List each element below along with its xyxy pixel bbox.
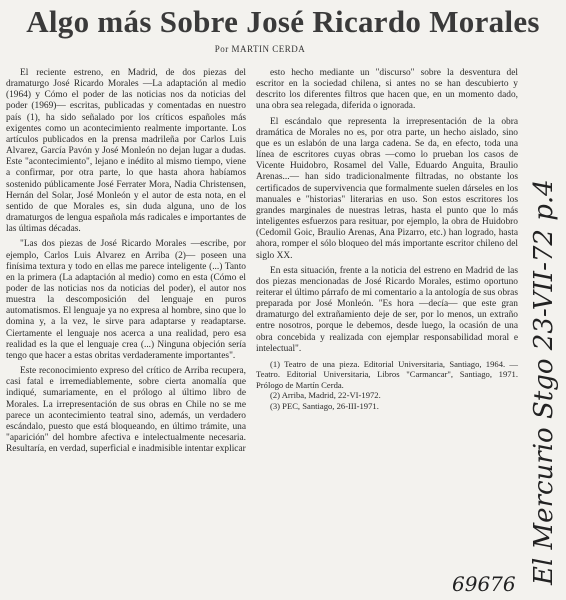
article-column-right [256,68,518,411]
footnotes [256,359,518,411]
article-paragraph: En esta situación, frente a la noticia del estreno en Madrid de las dos piezas mencionadas de José Ricardo Morales, estimo oportuno reiterar el último párrafo de mi comentario a la antología de sus obras preparada por José Monleón. "Es hora —decía— que este gran dramaturgo del extrañamiento deje de ser, por lo menos, un extraño entre nosotros, porque le debemos, desde luego, la ocasión de una obra concebida y realizada con ejemplar responsabilidad moral e intelectual". [256,265,518,354]
footnote: (2) Arriba, Madrid, 22-VI-1972. [270,390,381,401]
handwritten-catalog-number: 69676 [452,572,516,596]
handwritten-source-note: El Mercurio Stgo 23-VII-72 p.4 [529,179,559,585]
article-paragraph: Este reconocimiento expreso del crítico de Arriba recupera, casi fatal e irremediablemente, sobre cierta anomalía que indiqué, sumariamente, en el prólogo al último libro de Morales. La irrepresentación de sus obras en Chile no se me parece un acontecimiento teatral sino, además, un verdadero escándalo, puesto que está bloqueando, en último trámite, una "aparición" del hombre afectiva e intelectualmente necesaria. Resultaría, en verdad, superficial e inadmisible intentar explicar [6,366,246,455]
footnote: (1) Teatro de una pieza. Editorial Universitaria, Santiago, 1964. — Teatro. Editorial Universitaria, Libros "Carmancar", Santiago, 1971. Prólogo de Martín Cerda. [256,358,518,390]
article-title: Algo más Sobre José Ricardo Morales [26,4,540,39]
article-paragraph: El escándalo que representa la irrepresentación de la obra dramática de Morales no es, por otra parte, un hecho aislado, sino que es un eslabón de una larga cadena. Se da, en efecto, toda una línea de escritores cuyas obras —como lo prueban los casos de Vicente Huidobro, Rosamel del Valle, Eduardo Anguita, Braulio Arenas...— han sido tradicionalmente filtradas, no obstante los certificados de supervivencia que formalmente suelen dárseles en los manuales e "historias" literarias en uso. Son estos escritores los grandes marginales de nuestras letras, hasta el punto que lo más inteligentes esfuerzos para resituar, por ejemplo, la obra de Huidobro (Cedomil Goic, Braulio Arenas, Ana Pizarro, etc.) han logrado, hasta ahora, romper el sólo bloqueo del más importante escritor chileno del siglo XX. [256,116,518,261]
footnote: (3) PEC, Santiago, 26-III-1971. [270,400,379,411]
article-paragraph: El reciente estreno, en Madrid, de dos piezas del dramaturgo José Ricardo Morales —La adaptación al medio (1964) y Cómo el poder de las noticias nos da noticias del poder (1969)— escritas, publicadas y comentadas en nuestro país (1), ha sido señalado por los críticos españoles más exigentes como un acontecimiento realmente importante. Los artículos publicados en la prensa madrileña por Carlos Luis Alvarez, García Pavón y José Monleón no dejan lugar a dudas. Este "acontecimiento", lejano e inédito al mismo tiempo, viene a confirmar, por otra parte, lo que hasta ahora habíamos sostenido públicamente José Ferrater Mora, Nadia Christensen, Hernán del Solar, José Monleón y el autor de esta nota, en el sentido de que Morales es, sin duda alguna, uno de los dramaturgos de lengua española más radicales e importantes de las últimas décadas. [6,68,246,235]
article-byline: Por MARTIN CERDA [214,44,306,54]
article-paragraph: "Las dos piezas de José Ricardo Morales —escribe, por ejemplo, Carlos Luis Alvarez en Arriba (2)— poseen una finísima textura y todo en ellas me parece inteligente (...) Tanto en la primera (La adaptación al medio) como en esta (Cómo el poder de las noticias nos da noticias del poder), el autor nos muestra la descomposición del lenguaje en puros automatismos. El lenguaje ya no expresa al hombre, sino que lo domina y, a la vez, le sirve para adaptarse y readaptarse. Ciertamente el lenguaje nos acerca a una realidad, pero esa realidad es la que el lenguaje crea (...) Ninguna objeción sería tengo que hacer a estas obritas verdaderamente importantes". [6,239,246,361]
article-paragraph: esto hecho mediante un "discurso" sobre la desventura del escritor en la sociedad chilena, si antes no se han descubierto y descrito los diferentes filtros que hacen que, en un momento dado, una obra sea relegada, diferida o ignorada. [256,68,518,112]
article-column-left [6,68,246,459]
